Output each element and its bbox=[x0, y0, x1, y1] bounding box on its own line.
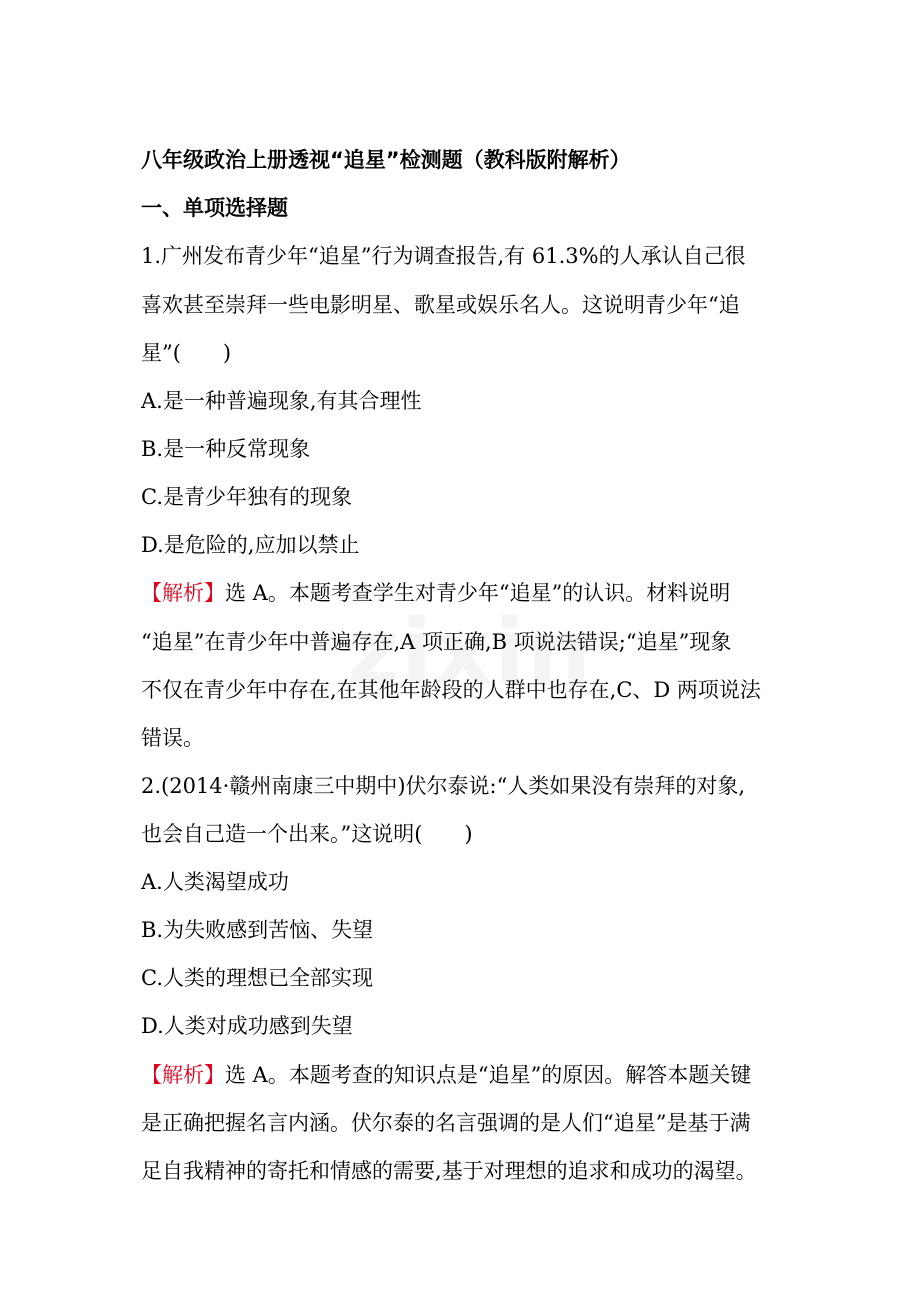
q1-analysis-line: “追星”在青少年中普遍存在,A 项正确,B 项说法错误;“追星”现象 bbox=[141, 630, 732, 654]
q1-stem-line: 喜欢甚至崇拜一些电影明星、歌星或娱乐名人。这说明青少年“追 bbox=[141, 293, 740, 317]
analysis-text: 选 A。本题考查的知识点是“追星”的原因。解答本题关键 bbox=[225, 1063, 752, 1087]
analysis-tag: 【解析】 bbox=[141, 1063, 225, 1087]
q1-analysis-line: 错误。 bbox=[141, 726, 204, 750]
analysis-text: 选 A。本题考查学生对青少年“追星”的认识。材料说明 bbox=[225, 581, 731, 605]
q2-option-b: B.为失败感到苦恼、失望 bbox=[141, 918, 374, 942]
q2-stem-line: 也会自己造一个出来。”这说明( ) bbox=[141, 822, 473, 846]
q2-option-c: C.人类的理想已全部实现 bbox=[141, 966, 373, 990]
q2-analysis-line: 足自我精神的寄托和情感的需要,基于对理想的追求和成功的渴望。 bbox=[141, 1159, 757, 1183]
q1-option-c: C.是青少年独有的现象 bbox=[141, 485, 352, 509]
q2-stem-line: 2.(2014·赣州南康三中期中)伏尔泰说:“人类如果没有崇拜的对象, bbox=[141, 774, 746, 798]
q2-analysis-line bbox=[141, 1060, 791, 1090]
q2-option-d: D.人类对成功感到失望 bbox=[141, 1014, 353, 1038]
q1-option-b: B.是一种反常现象 bbox=[141, 437, 311, 461]
q1-option-d: D.是危险的,应加以禁止 bbox=[141, 533, 360, 557]
q1-stem-line: 1.广州发布青少年“追星”行为调查报告,有 61.3%的人承认自己很 bbox=[141, 244, 746, 268]
section-heading: 一、单项选择题 bbox=[141, 196, 288, 220]
document-title: 八年级政治上册透视“追星”检测题（教科版附解析） bbox=[141, 148, 631, 172]
analysis-tag: 【解析】 bbox=[141, 581, 225, 605]
q1-analysis-line bbox=[141, 578, 791, 608]
q1-option-a: A.是一种普遍现象,有其合理性 bbox=[141, 389, 422, 413]
q1-analysis-line: 不仅在青少年中存在,在其他年龄段的人群中也存在,C、D 两项说法 bbox=[141, 678, 761, 702]
q1-stem-line: 星”( ) bbox=[141, 341, 232, 365]
q2-analysis-line: 是正确把握名言内涵。伏尔泰的名言强调的是人们“追星”是基于满 bbox=[141, 1111, 751, 1135]
q2-option-a: A.人类渴望成功 bbox=[141, 870, 289, 894]
